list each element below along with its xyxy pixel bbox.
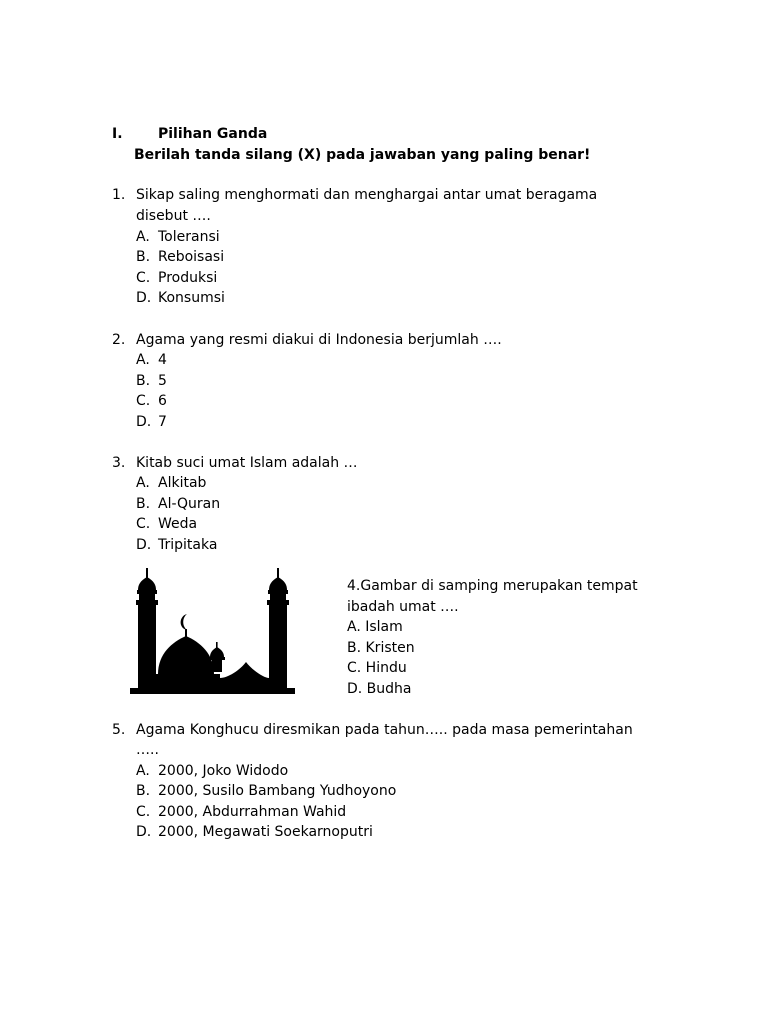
question-text-cont: disebut …. bbox=[136, 208, 211, 224]
option-letter: A. bbox=[136, 763, 150, 779]
option-letter: B. bbox=[136, 783, 151, 799]
option-letter: D. bbox=[136, 290, 152, 306]
option-letter: D. bbox=[136, 414, 152, 430]
option: D. Budha bbox=[347, 681, 412, 697]
question-number: 5. bbox=[112, 722, 126, 738]
option-text: 2000, Susilo Bambang Yudhoyono bbox=[158, 783, 397, 799]
option-text: Produksi bbox=[158, 270, 218, 286]
question-text: Agama yang resmi diakui di Indonesia berjumlah …. bbox=[136, 332, 502, 348]
question-number: 2. bbox=[112, 332, 126, 348]
question-text: 4.Gambar di samping merupakan tempat bbox=[347, 578, 638, 594]
option-letter: B. bbox=[136, 373, 151, 389]
option-letter: C. bbox=[136, 393, 151, 409]
option: B. Kristen bbox=[347, 640, 415, 656]
question-text: Sikap saling menghormati dan menghargai antar umat beragama bbox=[136, 187, 598, 203]
section-title: Pilihan Ganda bbox=[158, 126, 268, 142]
option-letter: D. bbox=[136, 824, 152, 840]
option-letter: A. bbox=[136, 352, 150, 368]
question-text: Kitab suci umat Islam adalah … bbox=[136, 455, 358, 471]
question-number: 3. bbox=[112, 455, 126, 471]
option-letter: C. bbox=[136, 516, 151, 532]
option-text: Toleransi bbox=[158, 229, 220, 245]
option-letter: B. bbox=[136, 496, 151, 512]
option-text: Al-Quran bbox=[158, 496, 221, 512]
option-letter: C. bbox=[136, 270, 151, 286]
option: C. Hindu bbox=[347, 660, 407, 676]
option-text: Tripitaka bbox=[158, 537, 218, 553]
question-text-cont: ibadah umat …. bbox=[347, 599, 459, 615]
option-letter: C. bbox=[136, 804, 151, 820]
option-text: 7 bbox=[158, 414, 167, 430]
option-letter: B. bbox=[136, 249, 151, 265]
option-text: 2000, Joko Widodo bbox=[158, 763, 289, 779]
question-number: 1. bbox=[112, 187, 126, 203]
question-text: Agama Konghucu diresmikan pada tahun….. pada masa pemerintahan bbox=[136, 722, 633, 738]
option: A. Islam bbox=[347, 619, 403, 635]
section-instruction: Berilah tanda silang (X) pada jawaban yang paling benar! bbox=[134, 147, 591, 163]
option-text: 5 bbox=[158, 373, 167, 389]
option-text: 6 bbox=[158, 393, 167, 409]
option-text: 4 bbox=[158, 352, 167, 368]
question-text-cont: ….. bbox=[136, 742, 159, 758]
option-text: 2000, Abdurrahman Wahid bbox=[158, 804, 347, 820]
option-text: Reboisasi bbox=[158, 249, 225, 265]
option-text: Alkitab bbox=[158, 475, 207, 491]
option-letter: A. bbox=[136, 229, 150, 245]
option-letter: D. bbox=[136, 537, 152, 553]
option-text: Weda bbox=[158, 516, 198, 532]
option-text: Konsumsi bbox=[158, 290, 225, 306]
option-text: 2000, Megawati Soekarnoputri bbox=[158, 824, 373, 840]
mosque-icon bbox=[130, 566, 295, 696]
section-number: I. bbox=[112, 126, 123, 142]
option-letter: A. bbox=[136, 475, 150, 491]
